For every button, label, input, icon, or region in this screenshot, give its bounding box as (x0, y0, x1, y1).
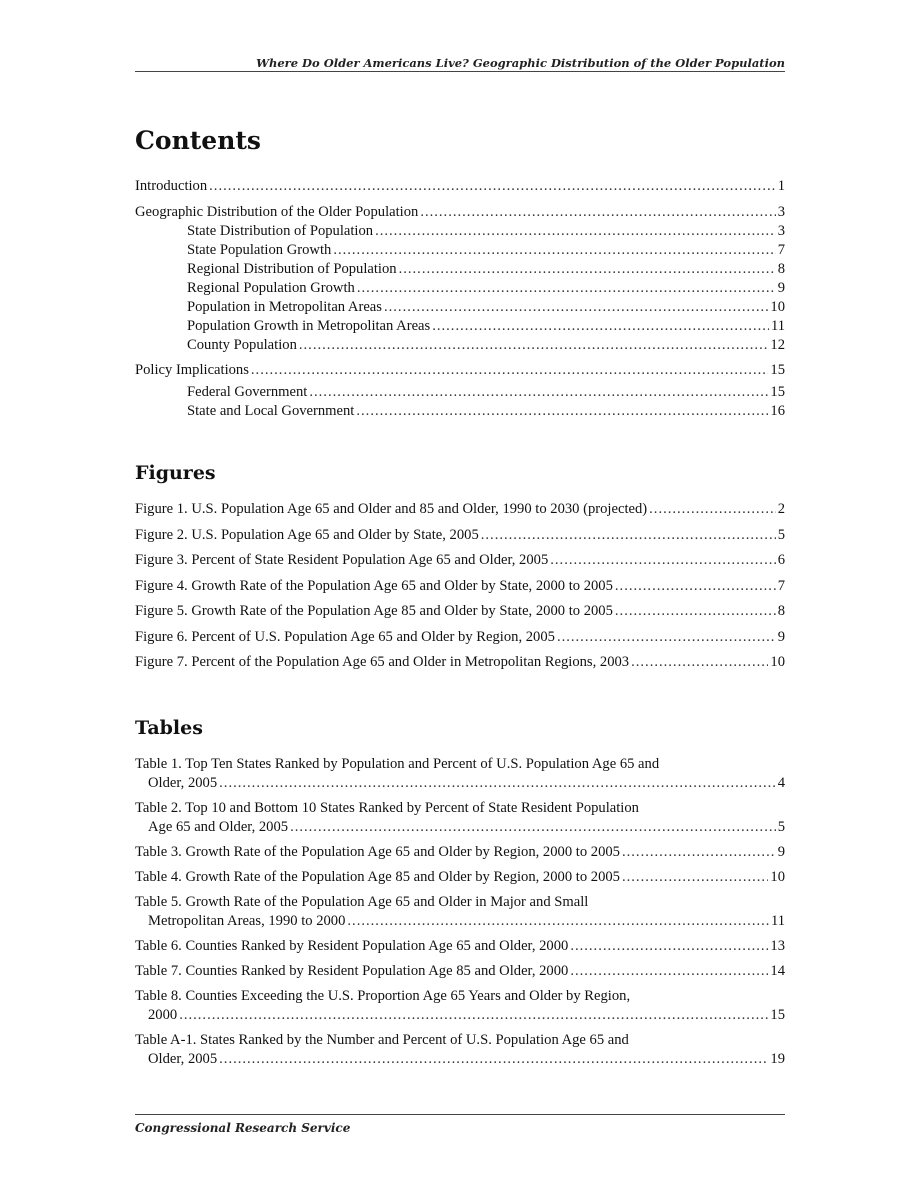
toc-entry-state-distribution[interactable]: State Distribution of Population ..... 3 (135, 222, 785, 241)
tables-list (135, 755, 785, 1069)
figure-entry-3[interactable]: Figure 3. Percent of State Resident Population Age 65 and Older, 2005 ..... 6 (135, 551, 785, 570)
toc-entry-regional-distribution[interactable]: Regional Distribution of Population ..... 8 (135, 260, 785, 279)
table-entry-6[interactable]: Table 6. Counties Ranked by Resident Population Age 65 and Older, 2000 ..... 13 (135, 937, 785, 956)
table-entry-8[interactable]: Table 8. Counties Exceeding the U.S. Proportion Age 65 Years and Older by Region, 2000 ..... 15 (135, 987, 785, 1025)
table-entry-a1[interactable]: Table A-1. States Ranked by the Number and Percent of U.S. Population Age 65 and Older, 2005 ..... 19 (135, 1031, 785, 1069)
toc-entry-regional-growth[interactable]: Regional Population Growth ..... 9 (135, 279, 785, 298)
toc-entry-metro-population[interactable]: Population in Metropolitan Areas ..... 10 (135, 298, 785, 317)
table-entry-3[interactable]: Table 3. Growth Rate of the Population Age 65 and Older by Region, 2000 to 2005 ..... 9 (135, 843, 785, 862)
figure-entry-6[interactable]: Figure 6. Percent of U.S. Population Age 65 and Older by Region, 2005 ..... 9 (135, 628, 785, 647)
toc-entry-policy-implications[interactable]: Policy Implications ..... 15 (135, 361, 785, 380)
toc-entry-metro-growth[interactable]: Population Growth in Metropolitan Areas ..... 11 (135, 317, 785, 336)
figure-entry-7[interactable]: Figure 7. Percent of the Population Age 65 and Older in Metropolitan Regions, 2003 ..... 10 (135, 653, 785, 672)
toc-entry-federal-government[interactable]: Federal Government ..... 15 (135, 383, 785, 402)
header-divider (135, 71, 785, 72)
toc-entry-county-population[interactable]: County Population ..... 12 (135, 336, 785, 355)
table-entry-7[interactable]: Table 7. Counties Ranked by Resident Population Age 85 and Older, 2000 ..... 14 (135, 962, 785, 981)
toc-entry-state-local-government[interactable]: State and Local Government ..... 16 (135, 402, 785, 421)
running-header: Where Do Older Americans Live? Geographic Distribution of the Older Population (256, 56, 785, 70)
toc-entry-introduction[interactable]: Introduction ..... 1 (135, 177, 785, 196)
footer-publisher: Congressional Research Service (135, 1121, 351, 1135)
figures-list (135, 500, 785, 672)
toc-entry-geographic-distribution[interactable]: Geographic Distribution of the Older Population ..... 3 (135, 203, 785, 222)
figure-entry-5[interactable]: Figure 5. Growth Rate of the Population Age 85 and Older by State, 2000 to 2005 ..... 8 (135, 602, 785, 621)
figure-entry-1[interactable]: Figure 1. U.S. Population Age 65 and Older and 85 and Older, 1990 to 2030 (projected) ..... 2 (135, 500, 785, 519)
figure-entry-2[interactable]: Figure 2. U.S. Population Age 65 and Older by State, 2005 ..... 5 (135, 526, 785, 545)
table-entry-4[interactable]: Table 4. Growth Rate of the Population Age 85 and Older by Region, 2000 to 2005 ..... 10 (135, 868, 785, 887)
table-entry-5[interactable]: Table 5. Growth Rate of the Population Age 65 and Older in Major and Small Metropolitan Areas, 1990 to 2000 ..... 11 (135, 893, 785, 931)
contents-heading: Contents (135, 126, 262, 155)
footer-divider (135, 1114, 785, 1115)
contents-list-section (135, 203, 785, 355)
contents-list-policy (135, 361, 785, 421)
figures-heading: Figures (135, 462, 216, 484)
table-entry-1[interactable]: Table 1. Top Ten States Ranked by Population and Percent of U.S. Population Age 65 and Older, 2005 ..... 4 (135, 755, 785, 793)
figure-entry-4[interactable]: Figure 4. Growth Rate of the Population Age 65 and Older by State, 2000 to 2005 ..... 7 (135, 577, 785, 596)
tables-heading: Tables (135, 717, 203, 739)
contents-list (135, 177, 785, 196)
toc-entry-state-growth[interactable]: State Population Growth ..... 7 (135, 241, 785, 260)
table-entry-2[interactable]: Table 2. Top 10 and Bottom 10 States Ranked by Percent of State Resident Population Age 65 and Older, 2005 ..... 5 (135, 799, 785, 837)
